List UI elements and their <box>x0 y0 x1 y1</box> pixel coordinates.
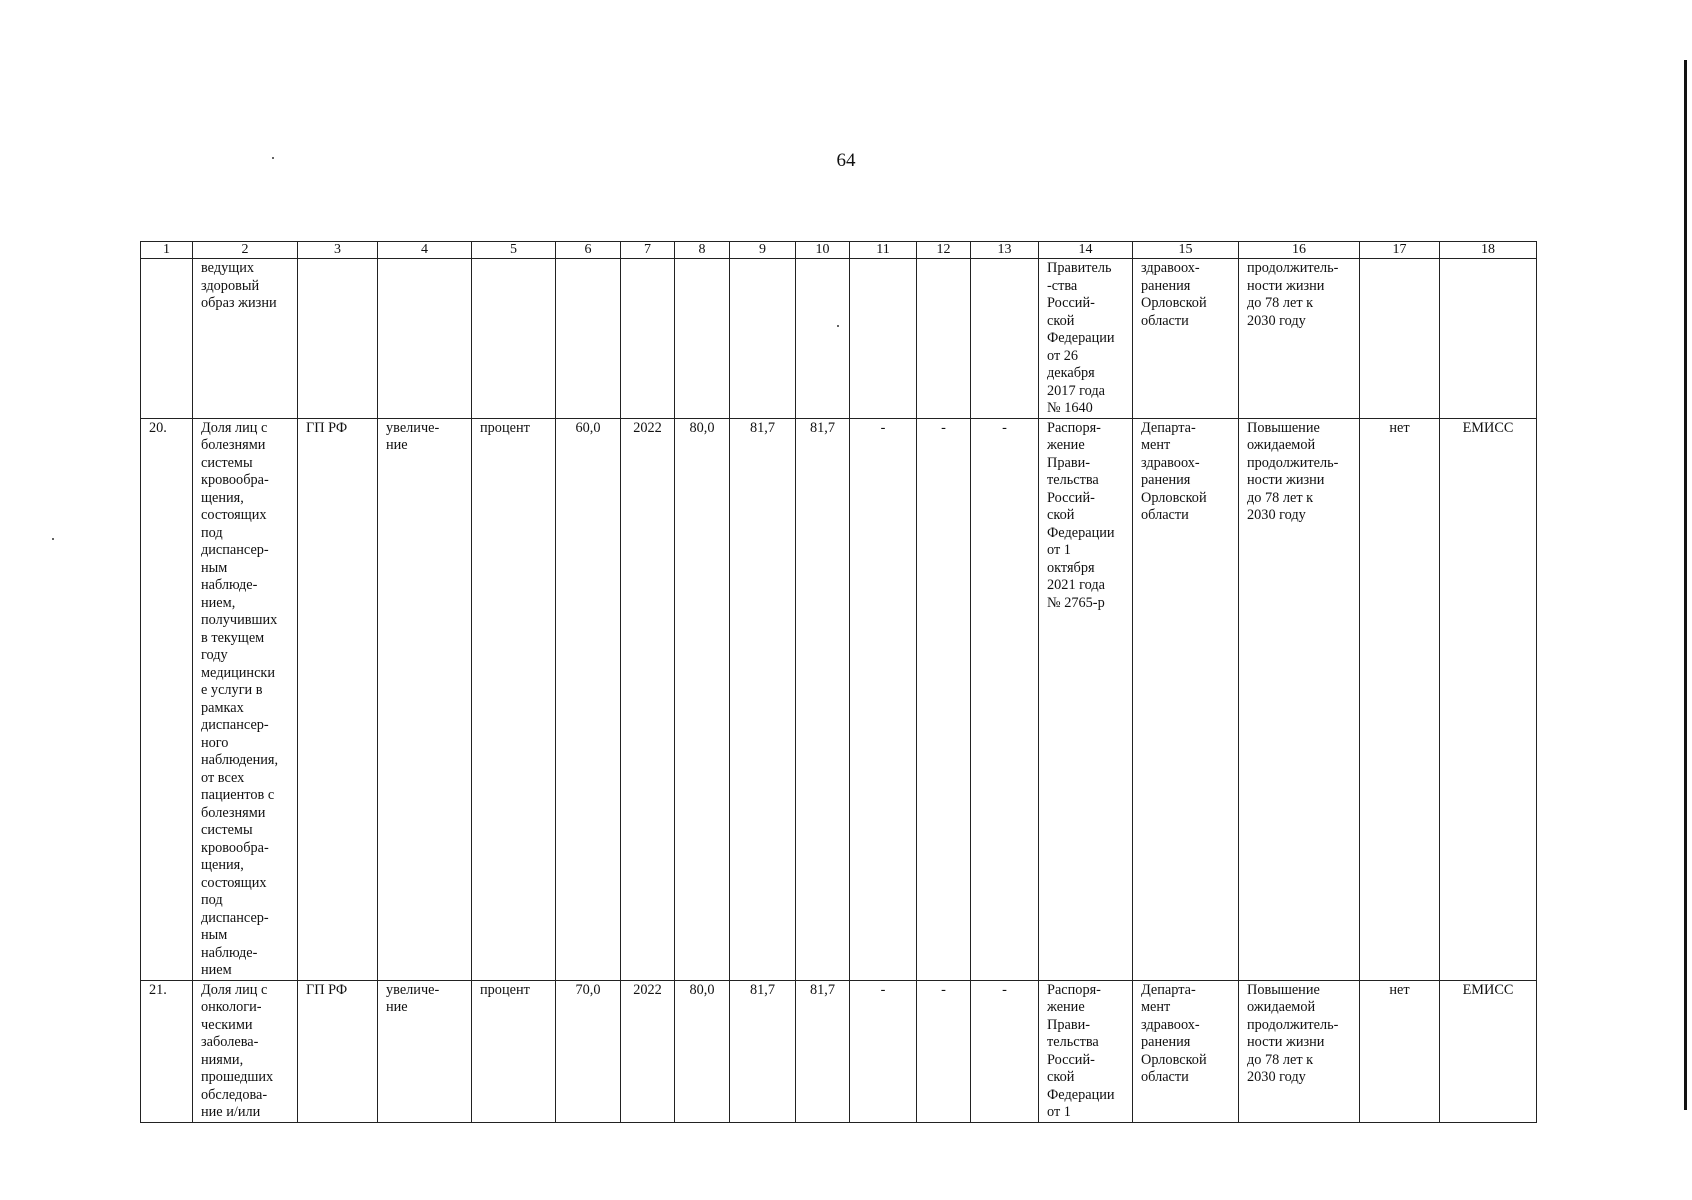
table-cell: процент <box>472 980 556 1122</box>
table-cell: 80,0 <box>675 980 730 1122</box>
table-cell: нет <box>1360 418 1440 980</box>
column-number-header: 11 <box>850 242 917 259</box>
table-cell: 60,0 <box>556 418 621 980</box>
table-cell <box>621 259 675 419</box>
table-cell <box>298 259 378 419</box>
page-number: 64 <box>836 150 856 171</box>
table-cell: ЕМИСС <box>1440 418 1537 980</box>
table-cell: Правитель -ства Россий- ской Федерации от 26 декабря 2017 года № 1640 <box>1039 259 1133 419</box>
table-cell: ведущих здоровый образ жизни <box>193 259 298 419</box>
table-cell: увеличе- ние <box>378 980 472 1122</box>
table-cell: 2022 <box>621 980 675 1122</box>
indicator-table <box>140 241 1537 1123</box>
table-cell: ГП РФ <box>298 418 378 980</box>
table-cell: процент <box>472 418 556 980</box>
table-cell <box>141 259 193 419</box>
column-number-header: 10 <box>796 242 850 259</box>
column-number-header: 12 <box>917 242 971 259</box>
table-cell: нет <box>1360 980 1440 1122</box>
table-cell: 20. <box>141 418 193 980</box>
column-number-header: 7 <box>621 242 675 259</box>
scan-speck <box>272 157 274 159</box>
table-cell: здравоох- ранения Орловской области <box>1133 259 1239 419</box>
table-cell <box>1360 259 1440 419</box>
column-number-header: 17 <box>1360 242 1440 259</box>
column-number-header: 6 <box>556 242 621 259</box>
table-cell: продолжитель- ности жизни до 78 лет к 2030 году <box>1239 259 1360 419</box>
table-cell <box>556 259 621 419</box>
table-cell: 81,7 <box>796 418 850 980</box>
column-number-header: 4 <box>378 242 472 259</box>
table-cell: - <box>850 418 917 980</box>
column-number-header: 5 <box>472 242 556 259</box>
column-number-header-row <box>141 242 1537 259</box>
table-cell <box>917 259 971 419</box>
table-cell: Распоря- жение Прави- тельства Россий- ской Федерации от 1 <box>1039 980 1133 1122</box>
table-cell: Распоря- жение Прави- тельства Россий- ской Федерации от 1 октября 2021 года № 2765-р <box>1039 418 1133 980</box>
table-cell: Доля лиц с онкологи- ческими заболева- ниями, прошедших обследова- ние и/или <box>193 980 298 1122</box>
table-cell: Департа- мент здравоох- ранения Орловской области <box>1133 980 1239 1122</box>
table-row <box>141 259 1537 419</box>
table-cell: ЕМИСС <box>1440 980 1537 1122</box>
column-number-header: 14 <box>1039 242 1133 259</box>
column-number-header: 3 <box>298 242 378 259</box>
column-number-header: 15 <box>1133 242 1239 259</box>
column-number-header: 8 <box>675 242 730 259</box>
table-cell: 2022 <box>621 418 675 980</box>
table-cell: 81,7 <box>796 980 850 1122</box>
table-cell: - <box>917 418 971 980</box>
table-cell <box>472 259 556 419</box>
table-cell: - <box>971 980 1039 1122</box>
table-cell: Повышение ожидаемой продолжитель- ности жизни до 78 лет к 2030 году <box>1239 418 1360 980</box>
table-cell <box>378 259 472 419</box>
scan-speck <box>52 538 54 540</box>
table-cell: 70,0 <box>556 980 621 1122</box>
column-number-header: 1 <box>141 242 193 259</box>
table-row <box>141 418 1537 980</box>
table-cell: ГП РФ <box>298 980 378 1122</box>
table-cell: увеличе- ние <box>378 418 472 980</box>
table-cell <box>971 259 1039 419</box>
column-number-header: 16 <box>1239 242 1360 259</box>
scan-edge-line <box>1684 60 1687 1110</box>
table-body <box>141 242 1537 1123</box>
table-cell <box>730 259 796 419</box>
table-cell <box>675 259 730 419</box>
table-cell: Доля лиц с болезнями системы кровообра- щения, состоящих под диспансер- ным наблюде- нием, получивших в текущем году медицински е услуги в рамках диспансер- ного наблюдения, от всех пациентов с болезнями системы кровообра- щения, состоящих под диспансер- ным наблюде- нием <box>193 418 298 980</box>
table-cell: - <box>850 980 917 1122</box>
table-cell: - <box>917 980 971 1122</box>
table-cell <box>850 259 917 419</box>
column-number-header: 18 <box>1440 242 1537 259</box>
table-cell: Департа- мент здравоох- ранения Орловской области <box>1133 418 1239 980</box>
table-cell <box>1440 259 1537 419</box>
table-cell: 21. <box>141 980 193 1122</box>
table-row <box>141 980 1537 1122</box>
column-number-header: 13 <box>971 242 1039 259</box>
table-cell: - <box>971 418 1039 980</box>
table-cell: 81,7 <box>730 980 796 1122</box>
table-cell: 80,0 <box>675 418 730 980</box>
table-cell <box>796 259 850 419</box>
column-number-header: 2 <box>193 242 298 259</box>
table-cell: 81,7 <box>730 418 796 980</box>
table-cell: Повышение ожидаемой продолжитель- ности жизни до 78 лет к 2030 году <box>1239 980 1360 1122</box>
column-number-header: 9 <box>730 242 796 259</box>
